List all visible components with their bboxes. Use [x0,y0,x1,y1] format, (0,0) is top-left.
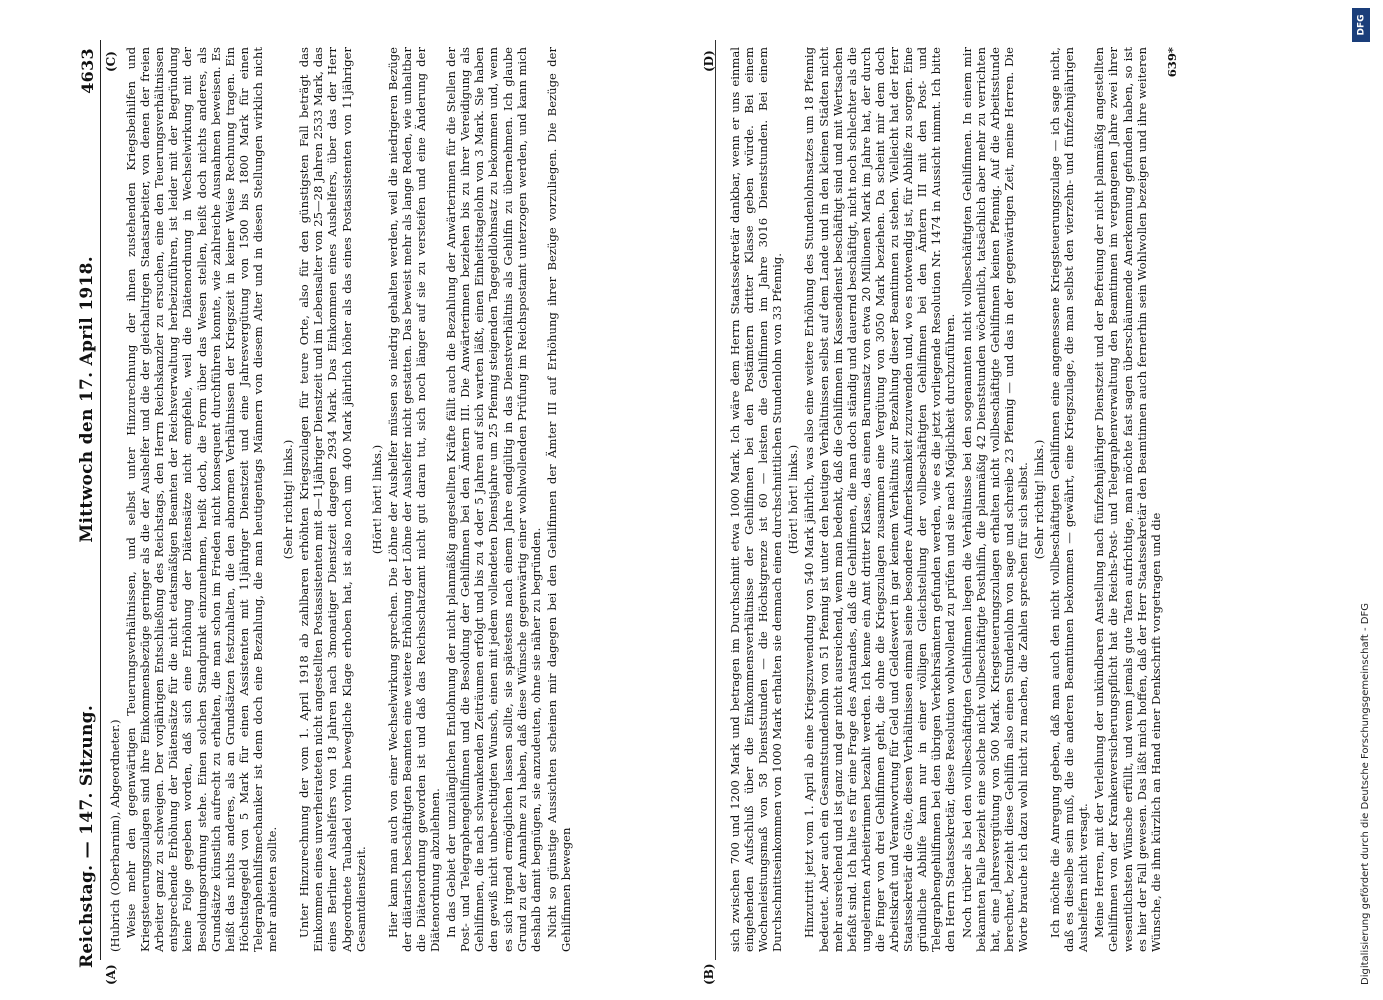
marker-b: (B) [702,963,716,985]
left-paragraph-5: Nicht so günstige Aussichten scheinen mir dagegen bei den Gehilfinnen der Ämter III auf Erhöhung ihrer Bezüge vorzuliegen. Die Bezüge der Gehilfinnen bewegen [544,47,573,952]
right-interjection-2: (Sehr richtig! links.) [1031,439,1046,560]
marker-c: (C) [104,51,118,72]
left-paragraph-2: Unter Hinzurechnung der vom 1. April 1918 ab zahlbaren erhöhten Kriegszulagen für teure Orte, also für den günstigsten Fall beträgt das Einkommen eines unverheirateten nicht angestellten Postassistenten mit 8—11jähriger Dienstzeit und im Lebensalter von 25—28 Jahren 2533 Mark, das eines Berliner Aushelfers von 18 Jahren nach 3monatiger Dienstzeit dagegen 2934 Mark. Das Einkommen eines Aushelfers, über das der Herr Abgeordnete Taubadel vorhin bewegliche Klage erhoben hat, ist also noch um 400 Mark jährlich höher als das eines Postassistenten von 11jähriger Gesamtdienstzeit. [297,47,368,952]
right-column-wrapper [728,47,1328,952]
left-paragraph-1: Weise mehr den gegenwärtigen Teuerungsverhältnissen, und selbst unter Hinzurechnung der ihnen zustehenden Kriegsbeihilfen und Kriegsteuerungszulagen sind ihre Einkommensbezüge geringer als die der Aushelfer und die der gleichaltrigen Staatsarbeiter, von denen der freien Arbeiter ganz zu schweigen. Der vorjährigen Entschließung des Reichstags, den Herrn Reichskanzler zu ersuchen, eine den Teuerungsverhältnissen entsprechende Erhöhung der Diätensätze für die nicht etatsmäßigen Beamten der Reichsverwaltung herbeizuführen, ist leider mit der Begründung keine Folge gegeben worden, daß sich eine Erhöhung der Diätensätze nicht empfehle, weil die Diätenordnung in Wechselwirkung mit der Besoldungsordnung stehe. Einen solchen Standpunkt einzunehmen, heißt doch, die Form über das Wesen stellen, heißt doch nichts anderes, als Grundsätze künstlich aufrecht zu erhalten, die man schon im Frieden nicht konsequent durchführen konnte, wie zahlreiche Ausnahmen beweisen. Es heißt das nichts anderes, als an Grundsätzen festzuhalten, die den abnormen Verhältnissen der Kriegszeit in keiner Weise Rechnung tragen. Ein Höchsttagegeld von 5 Mark für einen Assistenten mit 11jähriger Dienstzeit und eine Jahresvergütung von 1500 bis 1800 Mark für einen Telegraphenhilfsmechaniker ist denn doch eine Bezahlung, die man heutigentags Männern von diesem Alter und in diesen Stellungen wirklich nicht mehr anbieten sollte. [124,47,280,952]
digitization-credit: Digitalisierung gefördert durch die Deutsche Forschungsgemeinschaft - DFG [1360,602,1371,985]
header-rule [100,40,101,960]
marker-d: (D) [702,50,716,72]
left-column [108,47,708,952]
header-center: Mittwoch den 17. April 1918. [77,256,97,543]
dfg-badge-text: DFG [1356,14,1367,36]
right-paragraph-2: Hinzutritt jetzt vom 1. April ab eine Kriegszuwendung von 540 Mark jährlich, was also eine weitere Erhöhung des Stundenlohnsatzes um 18 Pfennig bedeutet. Aber auch ein Gesamtstundenlohn von 51 Pfennig ist unter den heutigen Verhältnissen selbst auf dem Lande und in den kleinen Städten nicht mehr ausreichend und ist ganz und gar nicht ausreichend, wenn man bedenkt, daß die Gehilfinnen im Kassendienst beschäftigt sind und mit Wertsachen befaßt sind. Ich halte es für eine Frage des Anstandes, daß die Gehilfinnen, die man doch ständig und dauernd beschäftigt, nicht noch schlechter als die ungelernten Arbeiterinnen bezahlt werden. Ich kenne ein Amt dritter Klasse, das einen Barumsatz von etwa 20 Millionen Mark im Jahre hat, der durch die Finger von drei Gehilfinnen geht, die ohne die Kriegszulagen zusammen eine Vergütung von 3050 Mark beziehen. Da scheint mir dem doch Arbeitskraft und Verantwortung für Geld und Geldeswert in gar keinem Verhältnis zur Bezahlung dieser Beamtinnen zu stehen. Vielleicht hat der Herr Staatssekretär die Güte, diesen Verhältnissen einmal seine besondere Aufmerksamkeit zuzuwenden und, wo es notwendig ist, für Abhilfe zu sorgen. Eine gründliche Abhilfe kann nur in einer völligen Gleichstellung der vollbeschäftigten Gehilfinnen bei den Ämtern III mit den Post- und Telegraphengehilfinnen bei den übrigen Verkehrsämtern gefunden werden, wie es die jetzt vorliegende Resolution Nr. 1474 in Aussicht nimmt. Ich bitte den Herrn Staatssekretär, diese Resolution wohlwollend zu prüfen und sie nach Möglichkeit durchzuführen. [802,47,958,952]
marker-a: (A) [104,964,118,985]
page-number: 4633 [77,48,97,94]
right-paragraph-1: sich zwischen 700 und 1200 Mark und betragen im Durchschnitt etwa 1000 Mark. Ich wäre dem Herrn Staatssekretär dankbar, wenn er uns einmal eingehenden Aufschluß über die Einkommensverhältnisse der Gehilfinnen bei den Postämtern dritter Klasse geben würde. Bei einem Wochenleistungsmaß von 58 Dienststunden — die Höchstgrenze ist 60 — leisten die Gehilfinnen im Jahre 3016 Dienststunden. Bei einem Durchschnittseinkommen von 1000 Mark erhalten sie demnach einen durchschnittlichen Stundenlohn von 33 Pfennig. [728,47,785,952]
right-paragraph-4: Ich möchte die Anregung geben, daß man auch den nicht vollbeschäftigten Gehilfinnen eine angemessene Kriegsteuerungszulage — ich sage nicht, daß es dieselbe sein muß, die die anderen Beamtinnen bekommen — gewährt, eine Kriegszulage, die man selbst den vierzehn- und fünfzehnjährigen Aushelfern nicht versagt. [1048,47,1091,952]
left-paragraph-3: Hier kann man auch von einer Wechselwirkung sprechen. Die Löhne der Aushelfer müssen so niedrig gehalten werden, weil die niedrigeren Bezüge der diätarisch beschäftigten Beamten eine weitere Erhöhung der Löhne der Aushelfer nicht gestatten. Das beweist mehr als lange Reden, wie unhaltbar die Diätenordnung geworden ist und daß das Reichsschatzamt nicht gut daran tut, sich noch länger auf sie zu versteifen und eine Änderung der Diätenordnung abzulehnen. [385,47,443,952]
dfg-logo [1352,8,1370,42]
left-paragraph-4: In das Gebiet der unzulänglichen Entlohnung der nicht planmäßig angestellten Kräfte fällt auch die Bezahlung der Anwärterinnen für die Stellen der Post- und Telegraphengehilfinnen und die Besoldung der Gehilfinnen bei den Ämtern III. Die Anwärterinnen beziehen bis zu ihrer Vereidigung als Gehilfinnen, die nach schwankenden Zeiträumen erfolgt und bis zu 4 oder 5 Jahren auf sich warten läßt, einen Einheitstagelohn von 3 Mark. Sie haben den gewiß nicht unberechtigten Wunsch, einen mit jedem vollendeten Dienstjahre um 25 Pfennig steigenden Tagegeldlohnsatz zu bekommen und, wenn es sich irgend ermöglichen lassen sollte, sie spätestens nach einem Jahre endgültig in das Dienstverhältnis als Gehilfin zu übernehmen. Ich glaube Grund zu der Annahme zu haben, daß diese Wünsche gegenwärtig einer wohlwollenden Prüfung im Reichspostamt unterzogen werden, und kann mich deshalb damit begnügen, sie anzudeuten, ohne sie näher zu begründen. [444,47,543,952]
right-interjection-1: (Hört! hört! links.) [786,444,801,555]
column-separator [715,40,716,960]
page-header [72,48,102,968]
left-interjection-2: (Hört! hört! links.) [369,444,384,555]
header-left: Reichstag. — 147. Sitzung. [77,704,97,968]
right-column [728,47,1328,952]
left-column-wrapper [108,47,708,952]
right-paragraph-3: Noch trüber als bei den vollbeschäftigten Gehilfinnen liegen die Verhältnisse bei den sogenannten nicht vollbeschäftigten Gehilfinnen. In einem mir bekannten Falle bezieht eine solche nicht vollbeschäftigte Posthilfin, die planmäßig 42 Dienststunden wöchentlich, tatsächlich aber mehr zu verrichten hat, eine Jahresvergütung von 500 Mark. Kriegsteuerungszulagen erhalten nicht vollbeschäftigte Gehilfinnen keinen Pfennig. Auf die Arbeitsstunde berechnet, bezieht diese Gehilfin also einen Stundenlohn von sage und schreibe 23 Pfennig — und das in der gegenwärtigen Zeit, meine Herren. Die Worte brauche ich dazu wohl nicht zu machen, die Zahlen sprechen für sich selbst. [959,47,1030,952]
right-paragraph-5: Meine Herren, mit der Verleihung der unkündbaren Anstellung nach fünfzehnjähriger Dienstzeit und der Befreiung der nicht planmäßig angestellten Gehilfinnen von der Krankenversicherungspflicht hat die Reichs-Post- und Telegraphenverwaltung den Beamtinnen im vergangenen Jahre zwei ihrer wesentlichsten Wünsche erfüllt, und wenn jemals gute Taten aufrichtige, man möchte fast sagen überschäumende Anerkennung gefunden haben, so ist es hier der Fall gewesen. Das läßt mich hoffen, daß der Herr Staatssekretär den Beamtinnen auch fernerhin sein Wohlwollen bezeigen und ihre weiteren Wünsche, die ihm kürzlich an Hand einer Denkschrift vorgetragen und die [1092,47,1163,952]
speaker-line: (Hubrich (Oberbarnim), Abgeordneter.) [108,719,122,952]
left-interjection-1: (Sehr richtig! links.) [281,439,296,560]
page-footer-mark: 639* [1164,47,1179,78]
